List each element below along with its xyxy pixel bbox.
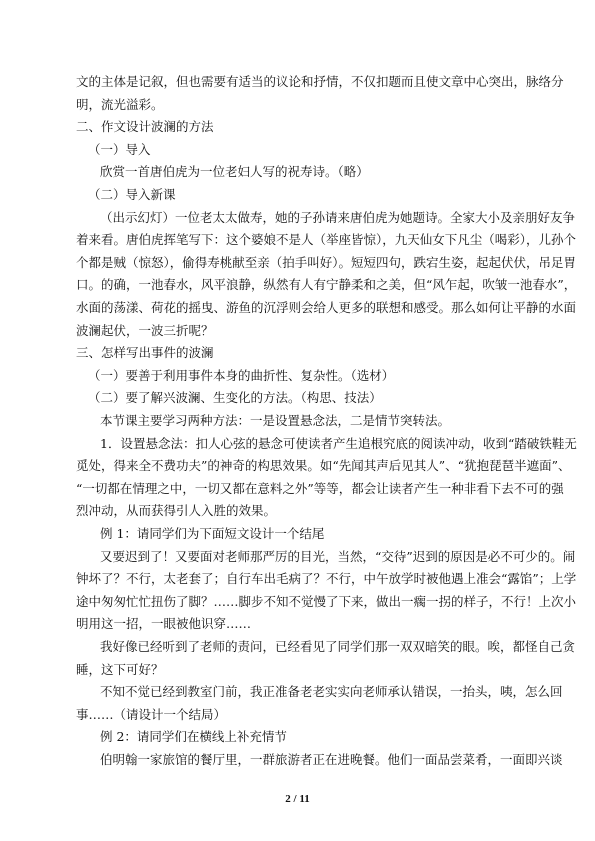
text-line: 本节课主要学习两种方法：一是设置悬念法，二是情节突转法。 xyxy=(100,413,451,428)
text-line: 伯明翰一家旅馆的餐厅里，一群旅游者正在进晚餐。他们一面品尝菜肴，一面即兴谈 xyxy=(100,752,563,767)
text-line: 睡，这下可好？ xyxy=(76,661,164,677)
text-line: 烈冲动，从而获得引人入胜的效果。 xyxy=(76,503,277,519)
text-line: 口。的确，一池春水，风平浪静，纵然有人有宁静柔和之美，但“风乍起，吹皱一池春水”， xyxy=(76,277,577,293)
text-line: “一切都在情理之中，一切又都在意料之外”等等，都会让读者产生一种非看下去不可的强 xyxy=(76,480,564,496)
text-line: 觅处，得来全不费功夫”的神奇的构思效果。如“先闻其声后见其人”、“犹抱琵琶半遮面”、 xyxy=(76,458,571,474)
section-heading: 三、怎样写出事件的波澜 xyxy=(76,345,214,361)
text-line: 明用这一招，一眼被他识穿…… xyxy=(76,616,252,632)
text-line: 明，流光溢彩。 xyxy=(76,96,164,112)
text-line: 事……（请设计一个结局） xyxy=(76,706,227,722)
text-line: 水面的荡漾、荷花的摇曳、游鱼的沉浮则会给人更多的联想和感受。那么如何让平静的水面 xyxy=(76,300,577,315)
text-line: 途中匆匆忙忙扭伤了脚？……脚步不知不觉慢了下来，做出一瘸一拐的样子，不行！上次小 xyxy=(76,593,577,609)
text-line: （一）要善于利用事件本身的曲折性、复杂性。（选材） xyxy=(88,367,395,383)
text-line: 波澜起伏，一波三折呢？ xyxy=(76,322,214,338)
text-line: 欣赏一首唐伯虎为一位老妇人写的祝寿诗。（略） xyxy=(100,164,369,180)
text-line: 钟坏了？不行，太老套了；自行车出毛病了？不行，中午放学时被他遇上准会“露馅”；上学 xyxy=(76,571,577,587)
section-heading: 二、作文设计波澜的方法 xyxy=(76,119,214,135)
text-line: 我好像已经听到了老师的责问，已经看见了同学们那一双双暗笑的眼。唉，都怪自己贪 xyxy=(100,639,576,654)
example-heading: 例 1：请同学们为下面短文设计一个结尾 xyxy=(100,526,325,541)
text-line: 又要迟到了！又要面对老师那严厉的目光，当然，“交待”迟到的原因是必不可少的。闹 xyxy=(100,548,576,564)
subsection-heading: （一）导入 xyxy=(88,141,151,157)
text-line: 个都是贼（惊怒），偷得寿桃献至亲（拍手叫好）。短短四句，跌宕生姿，起起伏伏，吊足胃 xyxy=(76,254,577,270)
text-line: （二）要了解兴波澜、生变化的方法。（构思、技法） xyxy=(88,390,382,406)
text-line: 文的主体是记叙，但也需要有适当的议论和抒情，不仅扣题而且使文章中心突出，脉络分 xyxy=(76,74,564,89)
example-heading: 例 2：请同学们在横线上补充情节 xyxy=(100,729,287,745)
page-number: 2 / 11 xyxy=(285,793,310,805)
text-line: 着来看。唐伯虎挥笔写下：这个婆娘不是人（举座皆惊），九天仙女下凡尘（喝彩），儿孙个 xyxy=(76,232,577,248)
text-line: 不知不觉已经到教室门前，我正准备老老实实向老师承认错误，一抬头，咦，怎么回 xyxy=(100,684,563,700)
subsection-heading: （二）导入新课 xyxy=(88,187,176,202)
text-line: 1．设置悬念法：扣人心弦的悬念可使读者产生追根究底的阅读冲动，收到“踏破铁鞋无 xyxy=(100,435,577,451)
text-line: （出示幻灯）一位老太太做寿，她的子孙请来唐伯虎为她题诗。全家大小及亲朋好友争 xyxy=(100,209,576,225)
